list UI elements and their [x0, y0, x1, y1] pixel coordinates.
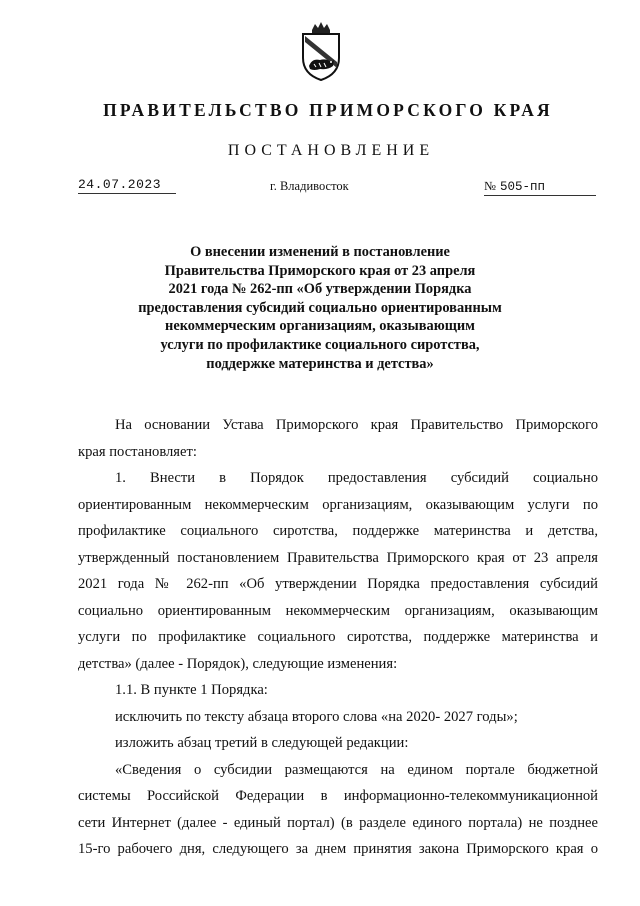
body-line: изложить абзац третий в следующей редакции:	[115, 735, 409, 751]
body-line: 15-го рабочего дня, следующего за днем принятия закона Приморского края о	[78, 841, 598, 857]
body-line: утвержденный постановлением Правительства Приморского края от 23 апреля	[78, 549, 598, 566]
body-line: услуги по профилактике социального сиротства, поддержке материнства и	[78, 629, 598, 645]
number-prefix: №	[484, 179, 496, 193]
coat-of-arms-icon	[300, 22, 342, 82]
body-line: «Сведения о субсидии размещаются на едином портале бюджетной	[115, 761, 598, 778]
document-city: г. Владивосток	[270, 179, 349, 193]
body-line: социально ориентированным некоммерческим организациям, оказывающим	[78, 602, 598, 619]
subject-line: О внесении изменений в постановление	[190, 244, 450, 260]
body-line: сети Интернет (далее - единый портал) (в разделе единого портала) не позднее	[78, 814, 598, 831]
body-line: детства» (далее - Порядок), следующие изменения:	[78, 655, 398, 672]
document-body	[78, 412, 598, 863]
subject-line: некоммерческим организациям, оказывающим	[165, 318, 475, 335]
body-line: 2021 года № 262-пп «Об утверждении Порядка предоставления субсидий	[78, 576, 598, 592]
body-line: На основании Устава Приморского края Правительство Приморского	[115, 417, 598, 433]
body-line: ориентированным некоммерческим организациям, оказывающим услуги по	[78, 496, 598, 513]
body-line: профилактике социального сиротства, поддержке материнства и детства,	[78, 523, 598, 539]
document-date: 24.07.2023	[78, 177, 176, 194]
body-line: системы Российской Федерации в информационно-телекоммуникационной	[78, 788, 598, 804]
document-type: ПОСТАНОВЛЕНИЕ	[227, 142, 435, 159]
body-line: 1.1. В пункте 1 Порядка:	[115, 682, 268, 698]
subject-line: 2021 года № 262-пп «Об утверждении Порядка	[168, 281, 472, 298]
subject-line: Правительства Приморского края от 23 апреля	[164, 262, 476, 279]
body-line: края постановляет:	[78, 443, 197, 460]
body-line: 1. Внести в Порядок предоставления субсидий социально	[115, 470, 598, 486]
subject-line: услуги по профилактике социального сиротства,	[160, 336, 480, 353]
subject-line: предоставления субсидий социально ориентированным	[138, 299, 502, 316]
government-title: ПРАВИТЕЛЬСТВО ПРИМОРСКОГО КРАЯ	[103, 100, 553, 120]
number-value: 505-пп	[499, 180, 545, 194]
document-subject	[60, 243, 580, 373]
subject-line: поддержке материнства и детства»	[206, 355, 434, 372]
body-line: исключить по тексту абзаца второго слова «на 2020- 2027 годы»;	[115, 708, 518, 725]
document-number	[484, 179, 596, 196]
